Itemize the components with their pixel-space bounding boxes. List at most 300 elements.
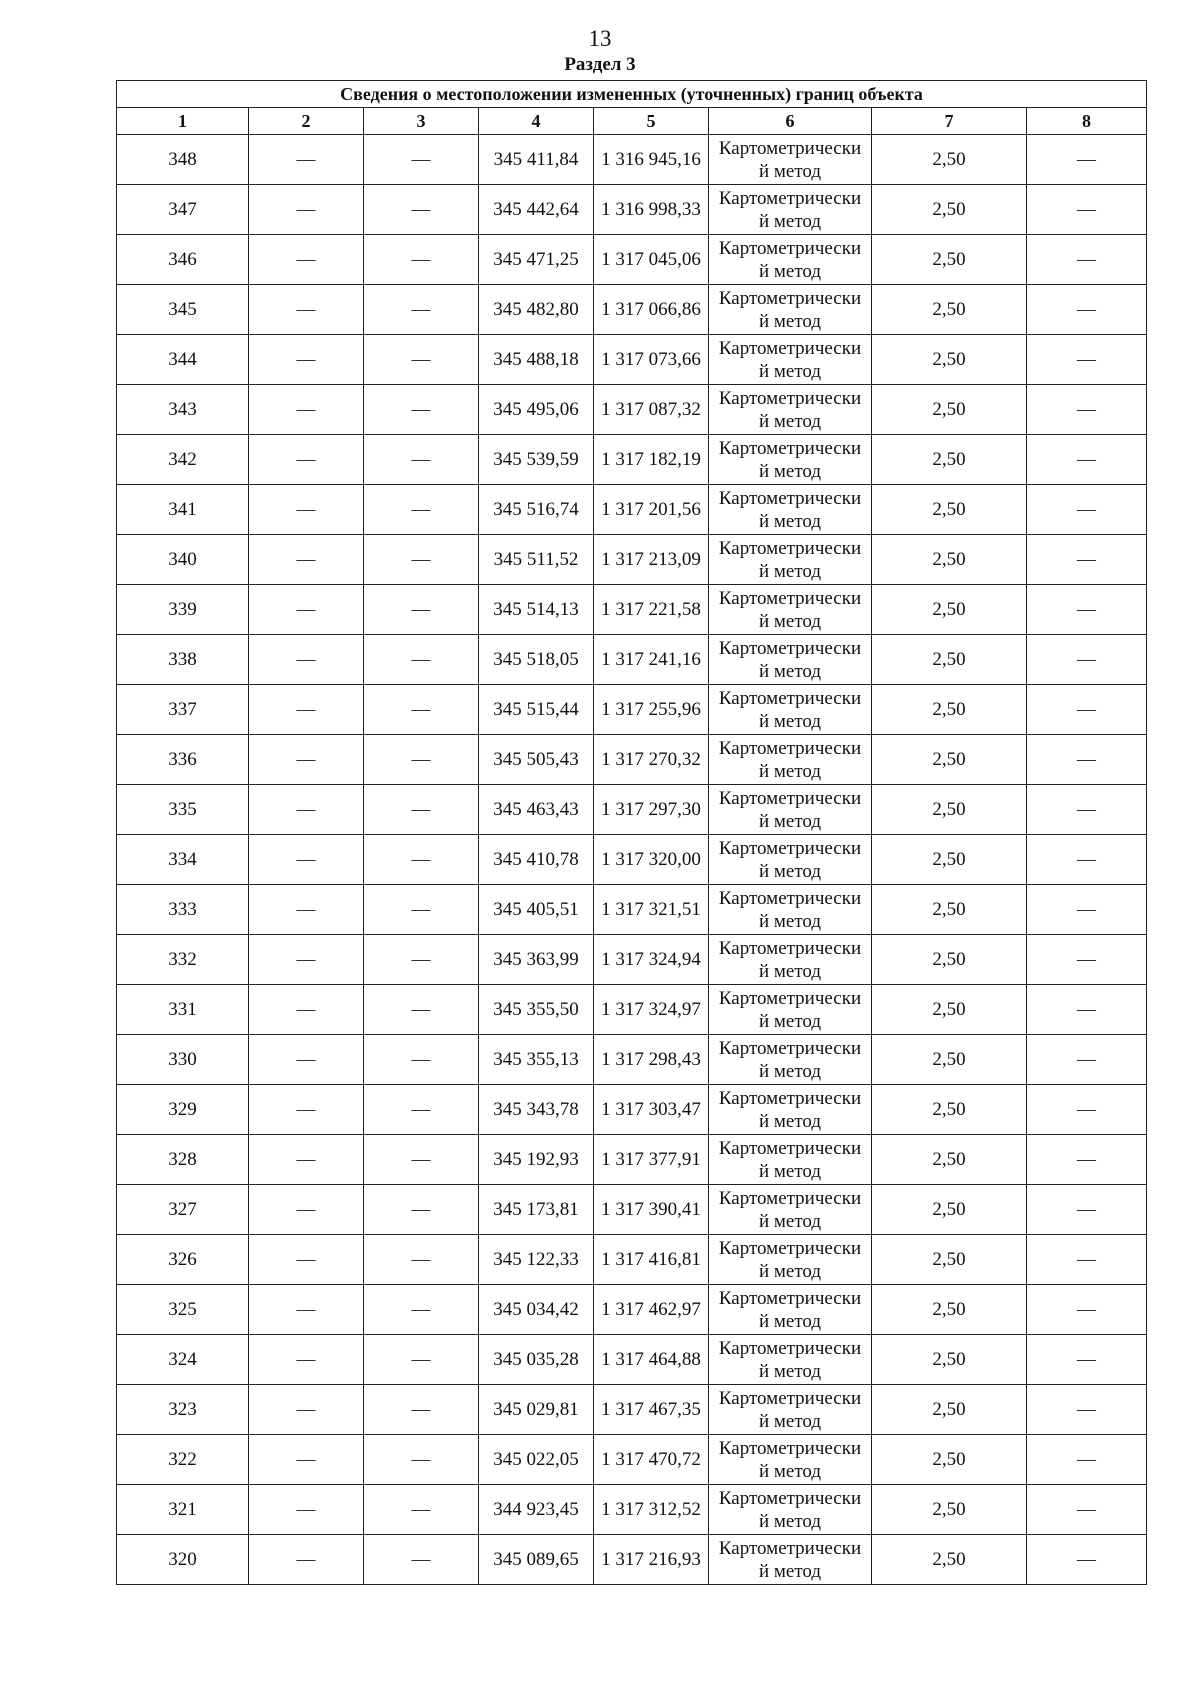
table-row	[117, 1085, 1147, 1135]
column-3-cell: —	[364, 735, 479, 785]
x-coordinate-cell: 345 411,84	[479, 135, 594, 185]
method-line-1: Картометрически	[718, 437, 862, 459]
method-line-1: Картометрически	[718, 1437, 862, 1459]
column-2-cell: —	[249, 1335, 364, 1385]
column-3-cell: —	[364, 885, 479, 935]
method-line-1: Картометрически	[718, 1187, 862, 1209]
method-line-1: Картометрически	[718, 1287, 862, 1309]
point-number-cell: 326	[117, 1235, 249, 1285]
column-8-cell: —	[1027, 1535, 1147, 1585]
column-8-cell: —	[1027, 1435, 1147, 1485]
method-line-2: й метод	[758, 1210, 822, 1232]
column-3-cell: —	[364, 1135, 479, 1185]
precision-cell: 2,50	[872, 585, 1027, 635]
method-cell	[709, 935, 872, 985]
column-8-cell: —	[1027, 485, 1147, 535]
method-cell	[709, 135, 872, 185]
point-number-cell: 336	[117, 735, 249, 785]
y-coordinate-cell: 1 317 087,32	[594, 385, 709, 435]
point-number-cell: 324	[117, 1335, 249, 1385]
table-row	[117, 485, 1147, 535]
method-line-1: Картометрически	[718, 637, 862, 659]
column-8-cell: —	[1027, 135, 1147, 185]
x-coordinate-cell: 345 505,43	[479, 735, 594, 785]
column-2-cell: —	[249, 1385, 364, 1435]
precision-cell: 2,50	[872, 635, 1027, 685]
method-cell	[709, 585, 872, 635]
x-coordinate-cell: 345 355,50	[479, 985, 594, 1035]
column-2-cell: —	[249, 1435, 364, 1485]
method-line-2: й метод	[758, 1160, 822, 1182]
method-line-2: й метод	[758, 560, 822, 582]
x-coordinate-cell: 345 173,81	[479, 1185, 594, 1235]
x-coordinate-cell: 345 410,78	[479, 835, 594, 885]
column-8-cell: —	[1027, 1385, 1147, 1435]
column-header-row	[117, 108, 1147, 135]
precision-cell: 2,50	[872, 1335, 1027, 1385]
y-coordinate-cell: 1 317 182,19	[594, 435, 709, 485]
table-row	[117, 1135, 1147, 1185]
method-line-2: й метод	[758, 860, 822, 882]
point-number-cell: 330	[117, 1035, 249, 1085]
method-cell	[709, 635, 872, 685]
method-line-2: й метод	[758, 310, 822, 332]
x-coordinate-cell: 345 355,13	[479, 1035, 594, 1085]
x-coordinate-cell: 345 518,05	[479, 635, 594, 685]
method-line-1: Картометрически	[718, 1487, 862, 1509]
column-8-cell: —	[1027, 635, 1147, 685]
precision-cell: 2,50	[872, 1385, 1027, 1435]
precision-cell: 2,50	[872, 385, 1027, 435]
x-coordinate-cell: 345 405,51	[479, 885, 594, 935]
method-cell	[709, 1385, 872, 1435]
column-3-cell: —	[364, 285, 479, 335]
precision-cell: 2,50	[872, 885, 1027, 935]
y-coordinate-cell: 1 317 297,30	[594, 785, 709, 835]
column-3-cell: —	[364, 385, 479, 435]
column-3-cell: —	[364, 135, 479, 185]
column-3-cell: —	[364, 1435, 479, 1485]
precision-cell: 2,50	[872, 1235, 1027, 1285]
precision-cell: 2,50	[872, 1085, 1027, 1135]
method-cell	[709, 385, 872, 435]
point-number-cell: 328	[117, 1135, 249, 1185]
x-coordinate-cell: 345 488,18	[479, 335, 594, 385]
method-line-1: Картометрически	[718, 287, 862, 309]
point-number-cell: 327	[117, 1185, 249, 1235]
method-cell	[709, 1285, 872, 1335]
section-title: Раздел 3	[564, 54, 636, 75]
column-8-cell: —	[1027, 1285, 1147, 1335]
precision-cell: 2,50	[872, 135, 1027, 185]
column-header: 2	[249, 108, 364, 135]
column-3-cell: —	[364, 935, 479, 985]
table-row	[117, 1485, 1147, 1535]
column-3-cell: —	[364, 1385, 479, 1435]
point-number-cell: 341	[117, 485, 249, 535]
method-cell	[709, 785, 872, 835]
y-coordinate-cell: 1 317 470,72	[594, 1435, 709, 1485]
table-row	[117, 1035, 1147, 1085]
point-number-cell: 346	[117, 235, 249, 285]
y-coordinate-cell: 1 317 213,09	[594, 535, 709, 585]
precision-cell: 2,50	[872, 285, 1027, 335]
table-row	[117, 1235, 1147, 1285]
precision-cell: 2,50	[872, 735, 1027, 785]
column-8-cell: —	[1027, 385, 1147, 435]
y-coordinate-cell: 1 317 298,43	[594, 1035, 709, 1085]
method-line-2: й метод	[758, 460, 822, 482]
table-row	[117, 935, 1147, 985]
table-row	[117, 735, 1147, 785]
method-line-1: Картометрически	[718, 837, 862, 859]
column-8-cell: —	[1027, 935, 1147, 985]
table-row	[117, 1435, 1147, 1485]
method-cell	[709, 335, 872, 385]
y-coordinate-cell: 1 317 320,00	[594, 835, 709, 885]
column-3-cell: —	[364, 685, 479, 735]
column-header: 7	[872, 108, 1027, 135]
method-line-1: Картометрически	[718, 737, 862, 759]
method-line-1: Картометрически	[718, 1337, 862, 1359]
x-coordinate-cell: 345 539,59	[479, 435, 594, 485]
method-line-1: Картометрически	[718, 337, 862, 359]
y-coordinate-cell: 1 317 390,41	[594, 1185, 709, 1235]
column-2-cell: —	[249, 1185, 364, 1235]
column-8-cell: —	[1027, 685, 1147, 735]
column-2-cell: —	[249, 635, 364, 685]
x-coordinate-cell: 345 122,33	[479, 1235, 594, 1285]
column-header: 8	[1027, 108, 1147, 135]
table-caption: Сведения о местоположении измененных (уточненных) границ объекта	[117, 81, 1147, 108]
column-8-cell: —	[1027, 1485, 1147, 1535]
precision-cell: 2,50	[872, 1285, 1027, 1335]
x-coordinate-cell: 345 035,28	[479, 1335, 594, 1385]
method-cell	[709, 235, 872, 285]
point-number-cell: 338	[117, 635, 249, 685]
column-2-cell: —	[249, 335, 364, 385]
point-number-cell: 323	[117, 1385, 249, 1435]
table-row	[117, 685, 1147, 735]
point-number-cell: 344	[117, 335, 249, 385]
method-cell	[709, 1035, 872, 1085]
precision-cell: 2,50	[872, 435, 1027, 485]
x-coordinate-cell: 345 471,25	[479, 235, 594, 285]
method-line-2: й метод	[758, 510, 822, 532]
column-3-cell: —	[364, 1335, 479, 1385]
method-line-2: й метод	[758, 1060, 822, 1082]
method-cell	[709, 435, 872, 485]
method-line-2: й метод	[758, 1560, 822, 1582]
method-line-1: Картометрически	[718, 937, 862, 959]
column-8-cell: —	[1027, 185, 1147, 235]
coordinates-table	[116, 80, 1147, 1585]
x-coordinate-cell: 345 482,80	[479, 285, 594, 335]
column-2-cell: —	[249, 435, 364, 485]
method-cell	[709, 835, 872, 885]
table-row	[117, 1335, 1147, 1385]
method-line-1: Картометрически	[718, 1037, 862, 1059]
method-line-2: й метод	[758, 610, 822, 632]
column-2-cell: —	[249, 785, 364, 835]
method-line-1: Картометрически	[718, 687, 862, 709]
column-2-cell: —	[249, 735, 364, 785]
precision-cell: 2,50	[872, 535, 1027, 585]
y-coordinate-cell: 1 317 216,93	[594, 1535, 709, 1585]
method-line-1: Картометрически	[718, 537, 862, 559]
point-number-cell: 332	[117, 935, 249, 985]
column-8-cell: —	[1027, 1235, 1147, 1285]
column-2-cell: —	[249, 1285, 364, 1335]
method-line-1: Картометрически	[718, 1237, 862, 1259]
precision-cell: 2,50	[872, 1035, 1027, 1085]
method-line-2: й метод	[758, 210, 822, 232]
point-number-cell: 333	[117, 885, 249, 935]
column-2-cell: —	[249, 235, 364, 285]
method-line-1: Картометрически	[718, 587, 862, 609]
method-cell	[709, 1085, 872, 1135]
column-2-cell: —	[249, 935, 364, 985]
method-cell	[709, 185, 872, 235]
column-8-cell: —	[1027, 835, 1147, 885]
precision-cell: 2,50	[872, 235, 1027, 285]
column-2-cell: —	[249, 1135, 364, 1185]
precision-cell: 2,50	[872, 935, 1027, 985]
column-2-cell: —	[249, 885, 364, 935]
method-cell	[709, 485, 872, 535]
method-line-2: й метод	[758, 1260, 822, 1282]
method-cell	[709, 1185, 872, 1235]
column-3-cell: —	[364, 335, 479, 385]
column-2-cell: —	[249, 385, 364, 435]
point-number-cell: 342	[117, 435, 249, 485]
precision-cell: 2,50	[872, 185, 1027, 235]
y-coordinate-cell: 1 317 324,94	[594, 935, 709, 985]
precision-cell: 2,50	[872, 985, 1027, 1035]
column-8-cell: —	[1027, 335, 1147, 385]
y-coordinate-cell: 1 317 312,52	[594, 1485, 709, 1535]
column-2-cell: —	[249, 585, 364, 635]
y-coordinate-cell: 1 317 255,96	[594, 685, 709, 735]
column-8-cell: —	[1027, 1035, 1147, 1085]
column-3-cell: —	[364, 1285, 479, 1335]
precision-cell: 2,50	[872, 1435, 1027, 1485]
x-coordinate-cell: 345 516,74	[479, 485, 594, 535]
method-line-2: й метод	[758, 160, 822, 182]
column-2-cell: —	[249, 1235, 364, 1285]
column-8-cell: —	[1027, 885, 1147, 935]
x-coordinate-cell: 345 515,44	[479, 685, 594, 735]
method-cell	[709, 735, 872, 785]
method-line-2: й метод	[758, 810, 822, 832]
method-line-2: й метод	[758, 660, 822, 682]
x-coordinate-cell: 345 089,65	[479, 1535, 594, 1585]
method-line-1: Картометрически	[718, 987, 862, 1009]
column-8-cell: —	[1027, 435, 1147, 485]
point-number-cell: 339	[117, 585, 249, 635]
method-line-1: Картометрически	[718, 187, 862, 209]
table-row	[117, 535, 1147, 585]
method-line-2: й метод	[758, 410, 822, 432]
table-row	[117, 1535, 1147, 1585]
method-line-1: Картометрически	[718, 1387, 862, 1409]
y-coordinate-cell: 1 317 241,16	[594, 635, 709, 685]
column-8-cell: —	[1027, 585, 1147, 635]
y-coordinate-cell: 1 317 467,35	[594, 1385, 709, 1435]
point-number-cell: 321	[117, 1485, 249, 1535]
x-coordinate-cell: 345 029,81	[479, 1385, 594, 1435]
y-coordinate-cell: 1 317 416,81	[594, 1235, 709, 1285]
point-number-cell: 322	[117, 1435, 249, 1485]
column-2-cell: —	[249, 535, 364, 585]
method-line-1: Картометрически	[718, 1537, 862, 1559]
column-3-cell: —	[364, 185, 479, 235]
y-coordinate-cell: 1 317 066,86	[594, 285, 709, 335]
y-coordinate-cell: 1 317 270,32	[594, 735, 709, 785]
y-coordinate-cell: 1 317 045,06	[594, 235, 709, 285]
column-3-cell: —	[364, 1085, 479, 1135]
point-number-cell: 331	[117, 985, 249, 1035]
precision-cell: 2,50	[872, 485, 1027, 535]
table-row	[117, 785, 1147, 835]
precision-cell: 2,50	[872, 785, 1027, 835]
method-line-2: й метод	[758, 1360, 822, 1382]
method-line-2: й метод	[758, 710, 822, 732]
method-cell	[709, 535, 872, 585]
y-coordinate-cell: 1 317 464,88	[594, 1335, 709, 1385]
column-3-cell: —	[364, 535, 479, 585]
column-8-cell: —	[1027, 985, 1147, 1035]
method-cell	[709, 685, 872, 735]
column-3-cell: —	[364, 485, 479, 535]
point-number-cell: 335	[117, 785, 249, 835]
method-line-2: й метод	[758, 1110, 822, 1132]
column-3-cell: —	[364, 635, 479, 685]
column-2-cell: —	[249, 135, 364, 185]
precision-cell: 2,50	[872, 1535, 1027, 1585]
column-3-cell: —	[364, 785, 479, 835]
precision-cell: 2,50	[872, 1185, 1027, 1235]
x-coordinate-cell: 345 034,42	[479, 1285, 594, 1335]
method-line-2: й метод	[758, 910, 822, 932]
precision-cell: 2,50	[872, 685, 1027, 735]
y-coordinate-cell: 1 317 321,51	[594, 885, 709, 935]
column-8-cell: —	[1027, 235, 1147, 285]
column-8-cell: —	[1027, 785, 1147, 835]
method-cell	[709, 1135, 872, 1185]
y-coordinate-cell: 1 317 303,47	[594, 1085, 709, 1135]
method-line-2: й метод	[758, 1460, 822, 1482]
y-coordinate-cell: 1 316 945,16	[594, 135, 709, 185]
table-body	[117, 135, 1147, 1585]
method-cell	[709, 1335, 872, 1385]
y-coordinate-cell: 1 317 201,56	[594, 485, 709, 535]
method-line-2: й метод	[758, 1410, 822, 1432]
table-row	[117, 435, 1147, 485]
precision-cell: 2,50	[872, 1485, 1027, 1535]
method-line-1: Картометрически	[718, 787, 862, 809]
column-3-cell: —	[364, 985, 479, 1035]
column-3-cell: —	[364, 435, 479, 485]
column-2-cell: —	[249, 685, 364, 735]
precision-cell: 2,50	[872, 835, 1027, 885]
column-3-cell: —	[364, 1485, 479, 1535]
method-line-2: й метод	[758, 1310, 822, 1332]
y-coordinate-cell: 1 317 324,97	[594, 985, 709, 1035]
table-row	[117, 635, 1147, 685]
table-row	[117, 835, 1147, 885]
point-number-cell: 347	[117, 185, 249, 235]
table-row	[117, 1385, 1147, 1435]
y-coordinate-cell: 1 317 221,58	[594, 585, 709, 635]
method-line-2: й метод	[758, 1510, 822, 1532]
column-8-cell: —	[1027, 735, 1147, 785]
column-header: 4	[479, 108, 594, 135]
x-coordinate-cell: 345 463,43	[479, 785, 594, 835]
method-line-1: Картометрически	[718, 887, 862, 909]
column-2-cell: —	[249, 485, 364, 535]
method-line-1: Картометрически	[718, 1087, 862, 1109]
y-coordinate-cell: 1 317 377,91	[594, 1135, 709, 1185]
point-number-cell: 334	[117, 835, 249, 885]
method-line-2: й метод	[758, 1010, 822, 1032]
y-coordinate-cell: 1 317 462,97	[594, 1285, 709, 1335]
page-number: 13	[588, 26, 612, 51]
precision-cell: 2,50	[872, 335, 1027, 385]
point-number-cell: 340	[117, 535, 249, 585]
column-3-cell: —	[364, 1185, 479, 1235]
column-header: 5	[594, 108, 709, 135]
method-cell	[709, 885, 872, 935]
point-number-cell: 320	[117, 1535, 249, 1585]
column-3-cell: —	[364, 1535, 479, 1585]
precision-cell: 2,50	[872, 1135, 1027, 1185]
y-coordinate-cell: 1 317 073,66	[594, 335, 709, 385]
y-coordinate-cell: 1 316 998,33	[594, 185, 709, 235]
point-number-cell: 345	[117, 285, 249, 335]
column-8-cell: —	[1027, 535, 1147, 585]
column-header: 3	[364, 108, 479, 135]
point-number-cell: 329	[117, 1085, 249, 1135]
method-cell	[709, 1535, 872, 1585]
method-cell	[709, 1435, 872, 1485]
column-2-cell: —	[249, 985, 364, 1035]
x-coordinate-cell: 345 442,64	[479, 185, 594, 235]
table-row	[117, 235, 1147, 285]
x-coordinate-cell: 345 511,52	[479, 535, 594, 585]
point-number-cell: 348	[117, 135, 249, 185]
x-coordinate-cell: 344 923,45	[479, 1485, 594, 1535]
column-3-cell: —	[364, 235, 479, 285]
column-3-cell: —	[364, 835, 479, 885]
method-line-1: Картометрически	[718, 1137, 862, 1159]
method-line-2: й метод	[758, 760, 822, 782]
x-coordinate-cell: 345 363,99	[479, 935, 594, 985]
table-row	[117, 185, 1147, 235]
method-line-2: й метод	[758, 960, 822, 982]
x-coordinate-cell: 345 343,78	[479, 1085, 594, 1135]
column-2-cell: —	[249, 1035, 364, 1085]
column-3-cell: —	[364, 1035, 479, 1085]
column-8-cell: —	[1027, 285, 1147, 335]
method-line-1: Картометрически	[718, 237, 862, 259]
table-row	[117, 585, 1147, 635]
point-number-cell: 337	[117, 685, 249, 735]
method-line-2: й метод	[758, 260, 822, 282]
column-2-cell: —	[249, 1085, 364, 1135]
method-line-2: й метод	[758, 360, 822, 382]
x-coordinate-cell: 345 192,93	[479, 1135, 594, 1185]
